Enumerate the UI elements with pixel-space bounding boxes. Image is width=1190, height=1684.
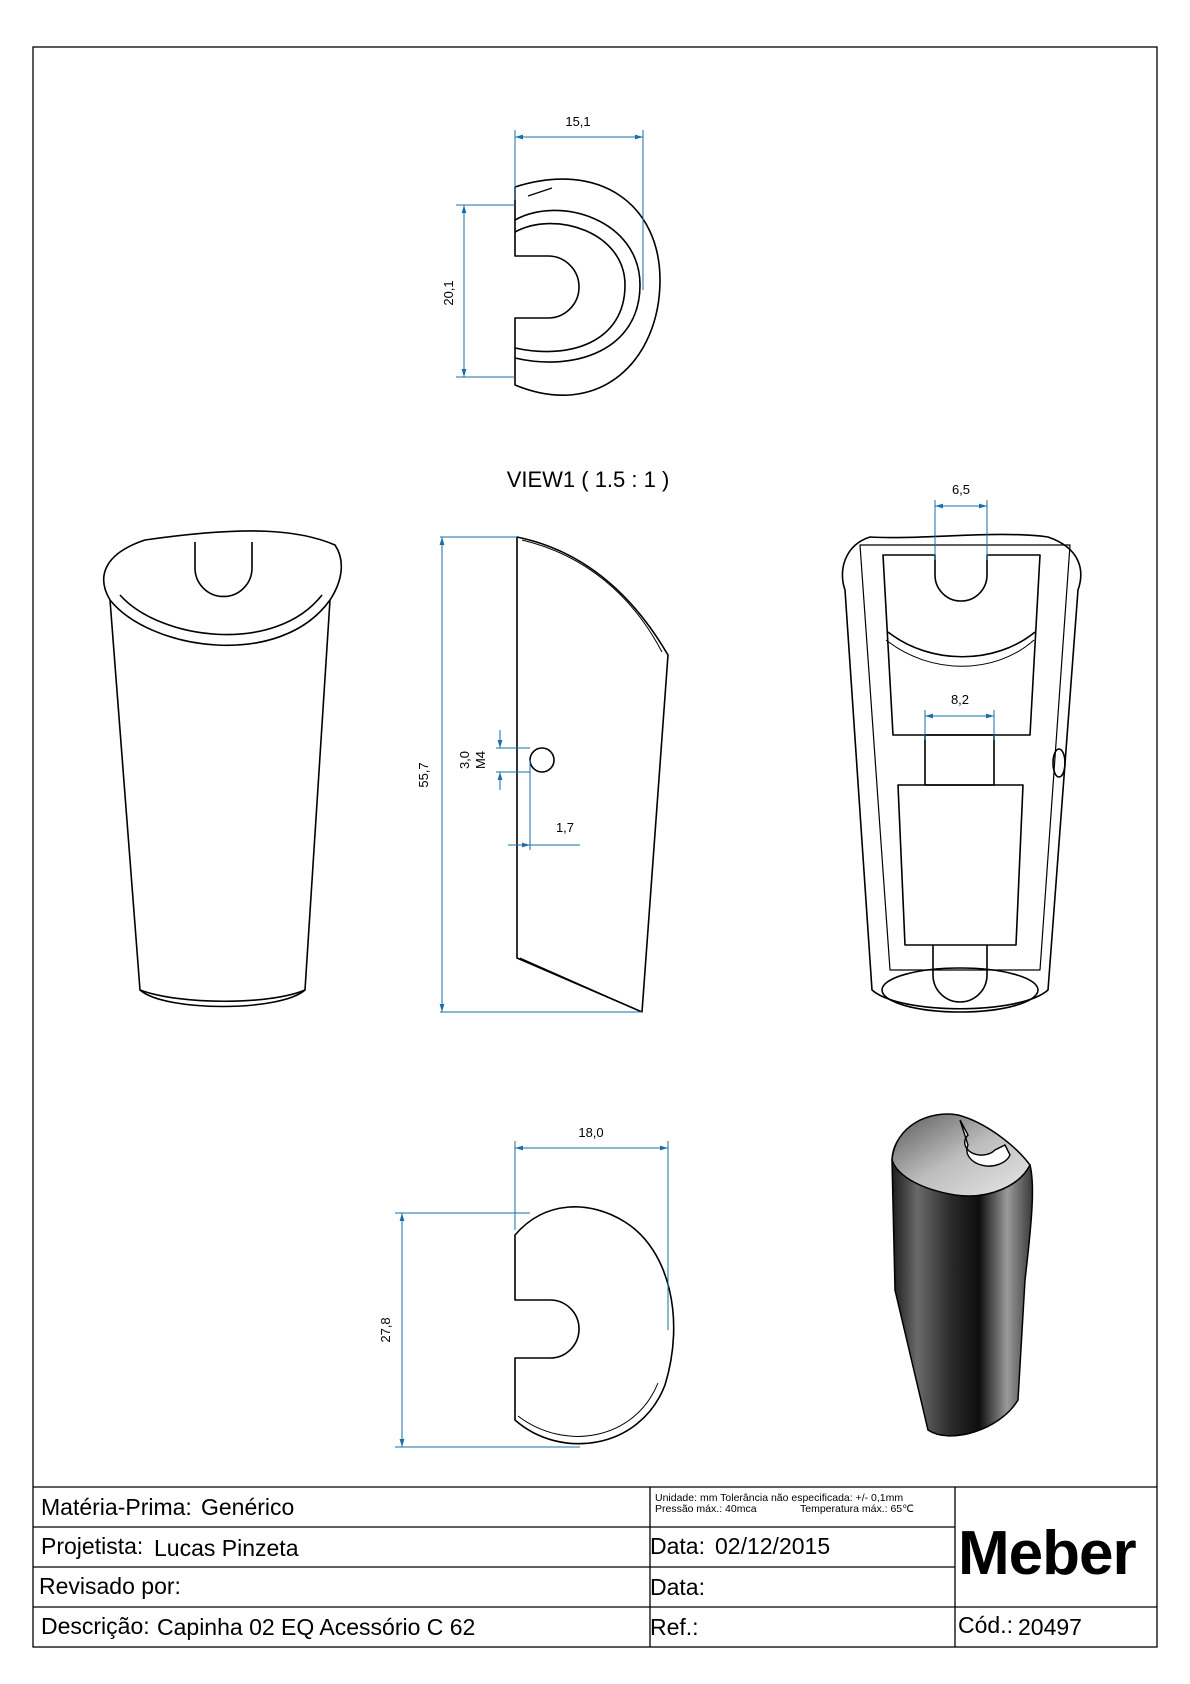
projetista-label: Projetista: bbox=[41, 1533, 144, 1559]
data1-value: 02/12/2015 bbox=[715, 1533, 831, 1559]
dim-bottom-width: 18,0 bbox=[578, 1125, 604, 1140]
revisado-label: Revisado por: bbox=[39, 1573, 181, 1599]
side-view-inner-edge-2 bbox=[522, 540, 662, 652]
side-view bbox=[517, 537, 668, 1012]
back-view-lower-window bbox=[898, 785, 1023, 945]
temperatura-note: Temperatura máx.: 65℃ bbox=[800, 1503, 914, 1515]
descricao-value: Capinha 02 EQ Acessório C 62 bbox=[157, 1614, 476, 1640]
top-view-tab bbox=[528, 188, 552, 196]
unidade-note: Unidade: mm Tolerância não especificada: +/- 0,1mm bbox=[655, 1492, 904, 1504]
data1-label: Data: bbox=[650, 1533, 705, 1559]
ref-label: Ref.: bbox=[650, 1614, 699, 1640]
projetista-value: Lucas Pinzeta bbox=[154, 1535, 299, 1561]
back-view-window-curve bbox=[888, 632, 1035, 657]
pressao-note: Pressão máx.: 40mca bbox=[655, 1503, 757, 1515]
side-view-outline bbox=[517, 537, 668, 1012]
view-label: VIEW1 ( 1.5 : 1 ) bbox=[506, 467, 670, 492]
dim-hole-offset: 1,7 bbox=[555, 820, 575, 835]
dim-top-height: 20,1 bbox=[441, 280, 456, 306]
bottom-view-dimensions bbox=[395, 1141, 668, 1447]
back-view-neck bbox=[925, 735, 994, 785]
dim-hole-dia: 3,0 bbox=[457, 750, 472, 770]
back-view-base bbox=[882, 968, 1038, 1012]
dim-bottom-height: 27,8 bbox=[378, 1317, 393, 1343]
back-view bbox=[842, 534, 1080, 1012]
front-view-outline bbox=[104, 531, 342, 1007]
cod-label: Cód.: bbox=[958, 1612, 1013, 1638]
company-logo: Meber bbox=[958, 1519, 1136, 1588]
materia-label: Matéria-Prima: bbox=[41, 1494, 192, 1520]
dim-thread: M4 bbox=[473, 750, 488, 770]
top-view-inner-ring bbox=[515, 210, 640, 362]
dim-top-width: 15,1 bbox=[565, 114, 591, 129]
back-view-inner bbox=[860, 545, 1070, 970]
dim-side-height: 55,7 bbox=[416, 762, 431, 788]
materia-value: Genérico bbox=[201, 1494, 295, 1520]
dim-inner-width: 8,2 bbox=[950, 692, 970, 707]
back-view-outline bbox=[842, 534, 1080, 1008]
top-view bbox=[515, 179, 660, 395]
cod-value: 20497 bbox=[1018, 1614, 1082, 1640]
front-view-bottom bbox=[140, 990, 305, 1001]
side-view-inner-edge bbox=[520, 958, 642, 1012]
side-view-dimensions bbox=[440, 537, 642, 1012]
data2-label: Data: bbox=[650, 1574, 705, 1600]
bottom-view-outline bbox=[515, 1207, 674, 1444]
dim-slot-width: 6,5 bbox=[951, 482, 971, 497]
front-view-rim bbox=[110, 600, 330, 645]
back-view-foot bbox=[933, 945, 987, 1002]
descricao-label: Descrição: bbox=[41, 1613, 150, 1639]
bottom-view-inner bbox=[518, 1383, 658, 1436]
top-view-inner-ring-2 bbox=[515, 224, 625, 352]
bottom-view bbox=[515, 1207, 674, 1444]
front-view-slot bbox=[195, 542, 252, 596]
isometric-render bbox=[892, 1114, 1032, 1436]
side-view-hole bbox=[530, 748, 554, 772]
front-view bbox=[104, 531, 342, 1007]
